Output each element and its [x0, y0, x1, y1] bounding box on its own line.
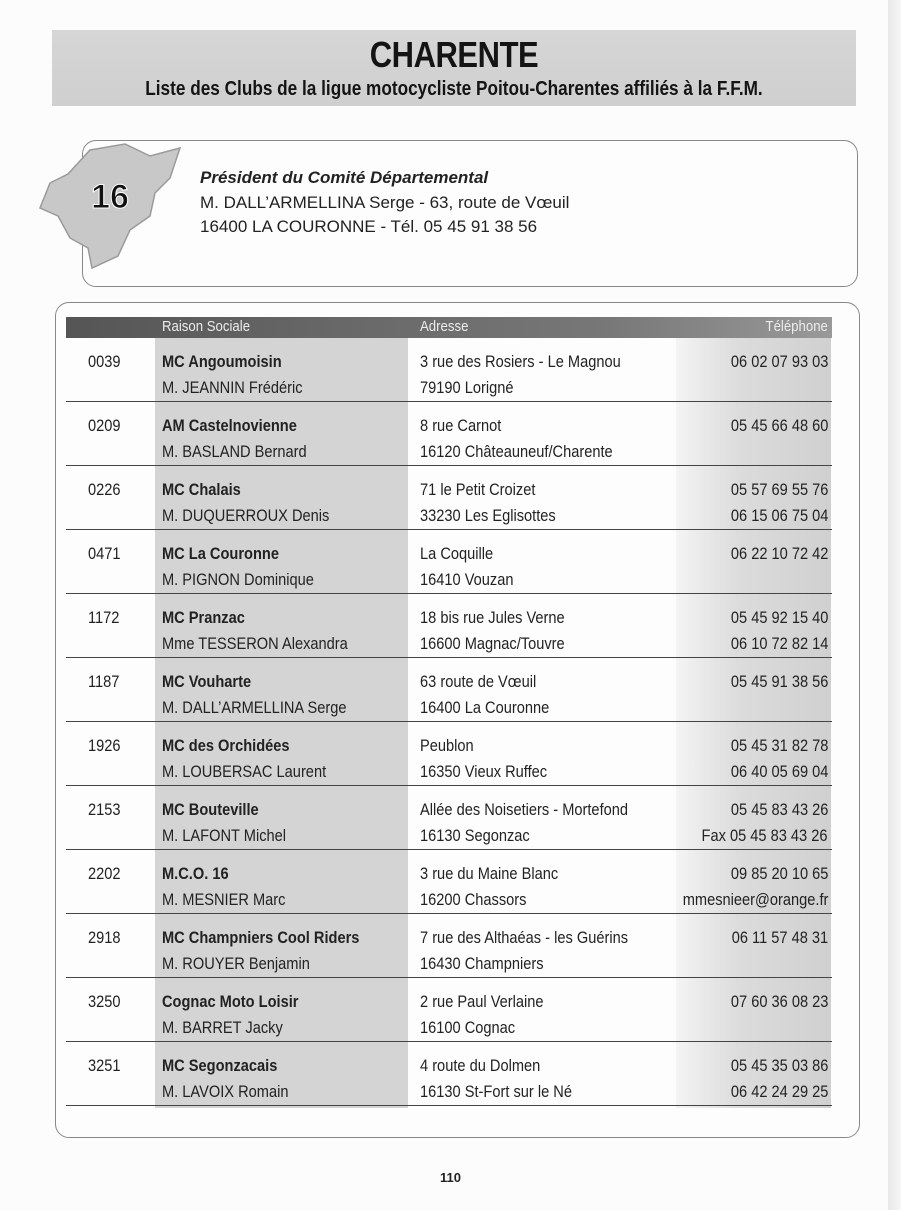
- club-address: 2 rue Paul Verlaine: [420, 992, 544, 1011]
- club-number: 3250: [88, 992, 121, 1011]
- club-phone-2: 06 10 72 82 14: [730, 634, 828, 653]
- club-address: 8 rue Carnot: [420, 416, 502, 435]
- club-name: MC Pranzac: [162, 608, 245, 627]
- club-president: M. DALL’ARMELLINA Serge: [162, 698, 347, 717]
- club-name: MC Angoumoisin: [162, 352, 282, 371]
- club-postcode-city: 16350 Vieux Ruffec: [420, 762, 548, 781]
- table-row: [66, 338, 832, 402]
- club-phone: 05 45 66 48 60: [730, 416, 828, 435]
- president-title: Président du Comité Départemental: [200, 168, 489, 187]
- club-president: M. LAVOIX Romain: [162, 1082, 289, 1101]
- club-president: M. LAFONT Michel: [162, 826, 287, 845]
- club-address: 3 rue des Rosiers - Le Magnou: [420, 352, 621, 371]
- club-phone: 05 45 35 03 86: [730, 1056, 828, 1075]
- club-address: Allée des Noisetiers - Mortefond: [420, 800, 629, 819]
- club-address: Peublon: [420, 736, 474, 755]
- club-phone: 05 57 69 55 76: [730, 480, 828, 499]
- club-name: MC Chalais: [162, 480, 241, 499]
- club-number: 0209: [88, 416, 121, 435]
- table-row: [66, 978, 832, 1042]
- club-postcode-city: 16430 Champniers: [420, 954, 544, 973]
- club-number: 3251: [88, 1056, 121, 1075]
- row-divider: [66, 1105, 832, 1106]
- club-president: M. MESNIER Marc: [162, 890, 286, 909]
- club-postcode-city: 16130 St-Fort sur le Né: [420, 1082, 572, 1101]
- club-postcode-city: 16120 Châteauneuf/Charente: [420, 442, 613, 461]
- club-phone: 06 22 10 72 42: [730, 544, 828, 563]
- club-president: M. ROUYER Benjamin: [162, 954, 310, 973]
- page-subtitle: Liste des Clubs de la ligue motocycliste Poitou-Charentes affiliés à la F.F.M.: [145, 78, 763, 100]
- club-president: M. BARRET Jacky: [162, 1018, 283, 1037]
- department-map-icon: [30, 138, 190, 273]
- club-number: 2918: [88, 928, 121, 947]
- president-city-phone: 16400 LA COURONNE - Tél. 05 45 91 38 56: [200, 217, 538, 236]
- club-president: M. PIGNON Dominique: [162, 570, 314, 589]
- header-telephone: Téléphone: [765, 318, 828, 335]
- page-title: CHARENTE: [369, 34, 539, 75]
- club-number: 1187: [88, 672, 120, 691]
- table-row: [66, 850, 832, 914]
- table-row: [66, 402, 832, 466]
- president-name-address: M. DALL’ARMELLINA Serge - 63, route de Vœuil: [200, 193, 570, 212]
- club-name: MC La Couronne: [162, 544, 279, 563]
- club-address: 71 le Petit Croizet: [420, 480, 536, 499]
- table-row: [66, 530, 832, 594]
- club-phone: 05 45 91 38 56: [730, 672, 828, 691]
- club-postcode-city: 16200 Chassors: [420, 890, 527, 909]
- table-row: [66, 594, 832, 658]
- club-president: M. DUQUERROUX Denis: [162, 506, 330, 525]
- page-edge: [888, 0, 901, 1210]
- club-phone: 05 45 31 82 78: [730, 736, 828, 755]
- club-president: M. BASLAND Bernard: [162, 442, 307, 461]
- club-postcode-city: 16130 Segonzac: [420, 826, 530, 845]
- club-name: M.C.O. 16: [162, 864, 229, 883]
- club-phone-2: 06 40 05 69 04: [730, 762, 828, 781]
- president-box: [82, 140, 858, 287]
- table-header: [66, 317, 832, 338]
- club-postcode-city: 16600 Magnac/Touvre: [420, 634, 565, 653]
- club-phone: 05 45 92 15 40: [730, 608, 828, 627]
- club-address: 3 rue du Maine Blanc: [420, 864, 559, 883]
- club-phone: 06 02 07 93 03: [730, 352, 828, 371]
- club-name: AM Castelnovienne: [162, 416, 297, 435]
- club-address: 18 bis rue Jules Verne: [420, 608, 565, 627]
- club-phone-2: 06 15 06 75 04: [730, 506, 828, 525]
- page-number: 110: [440, 1170, 461, 1185]
- club-name: MC Champniers Cool Riders: [162, 928, 360, 947]
- club-phone: 05 45 83 43 26: [730, 800, 828, 819]
- header-adresse: Adresse: [420, 318, 469, 335]
- club-president: M. JEANNIN Frédéric: [162, 378, 303, 397]
- table-row: [66, 786, 832, 850]
- club-number: 1172: [88, 608, 120, 627]
- table-row: [66, 722, 832, 786]
- club-address: 63 route de Vœuil: [420, 672, 537, 691]
- club-name: Cognac Moto Loisir: [162, 992, 299, 1011]
- table-row: [66, 914, 832, 978]
- club-phone-2: mmesnieer@orange.fr: [682, 890, 828, 909]
- club-phone: 09 85 20 10 65: [730, 864, 828, 883]
- club-postcode-city: 16410 Vouzan: [420, 570, 514, 589]
- club-postcode-city: 79190 Lorigné: [420, 378, 514, 397]
- club-name: MC Vouharte: [162, 672, 252, 691]
- club-name: MC Bouteville: [162, 800, 259, 819]
- club-postcode-city: 33230 Les Eglisottes: [420, 506, 556, 525]
- table-row: [66, 466, 832, 530]
- table-row: [66, 1042, 832, 1106]
- club-number: 0471: [88, 544, 121, 563]
- club-number: 2153: [88, 800, 121, 819]
- club-number: 2202: [88, 864, 121, 883]
- club-president: Mme TESSERON Alexandra: [162, 634, 348, 653]
- club-name: MC des Orchidées: [162, 736, 290, 755]
- club-address: 7 rue des Althaéas - les Guérins: [420, 928, 629, 947]
- club-phone-2: 06 42 24 29 25: [730, 1082, 828, 1101]
- club-postcode-city: 16400 La Couronne: [420, 698, 550, 717]
- table-row: [66, 658, 832, 722]
- header-raison-sociale: Raison Sociale: [162, 318, 251, 335]
- club-number: 0039: [88, 352, 121, 371]
- club-phone: 06 11 57 48 31: [731, 928, 828, 947]
- club-number: 0226: [88, 480, 121, 499]
- club-number: 1926: [88, 736, 121, 755]
- club-phone-2: Fax 05 45 83 43 26: [701, 826, 828, 845]
- club-address: La Coquille: [420, 544, 494, 563]
- dept-number: 16: [91, 178, 129, 216]
- club-postcode-city: 16100 Cognac: [420, 1018, 516, 1037]
- club-address: 4 route du Dolmen: [420, 1056, 541, 1075]
- club-phone: 07 60 36 08 23: [730, 992, 828, 1011]
- club-name: MC Segonzacais: [162, 1056, 278, 1075]
- club-president: M. LOUBERSAC Laurent: [162, 762, 327, 781]
